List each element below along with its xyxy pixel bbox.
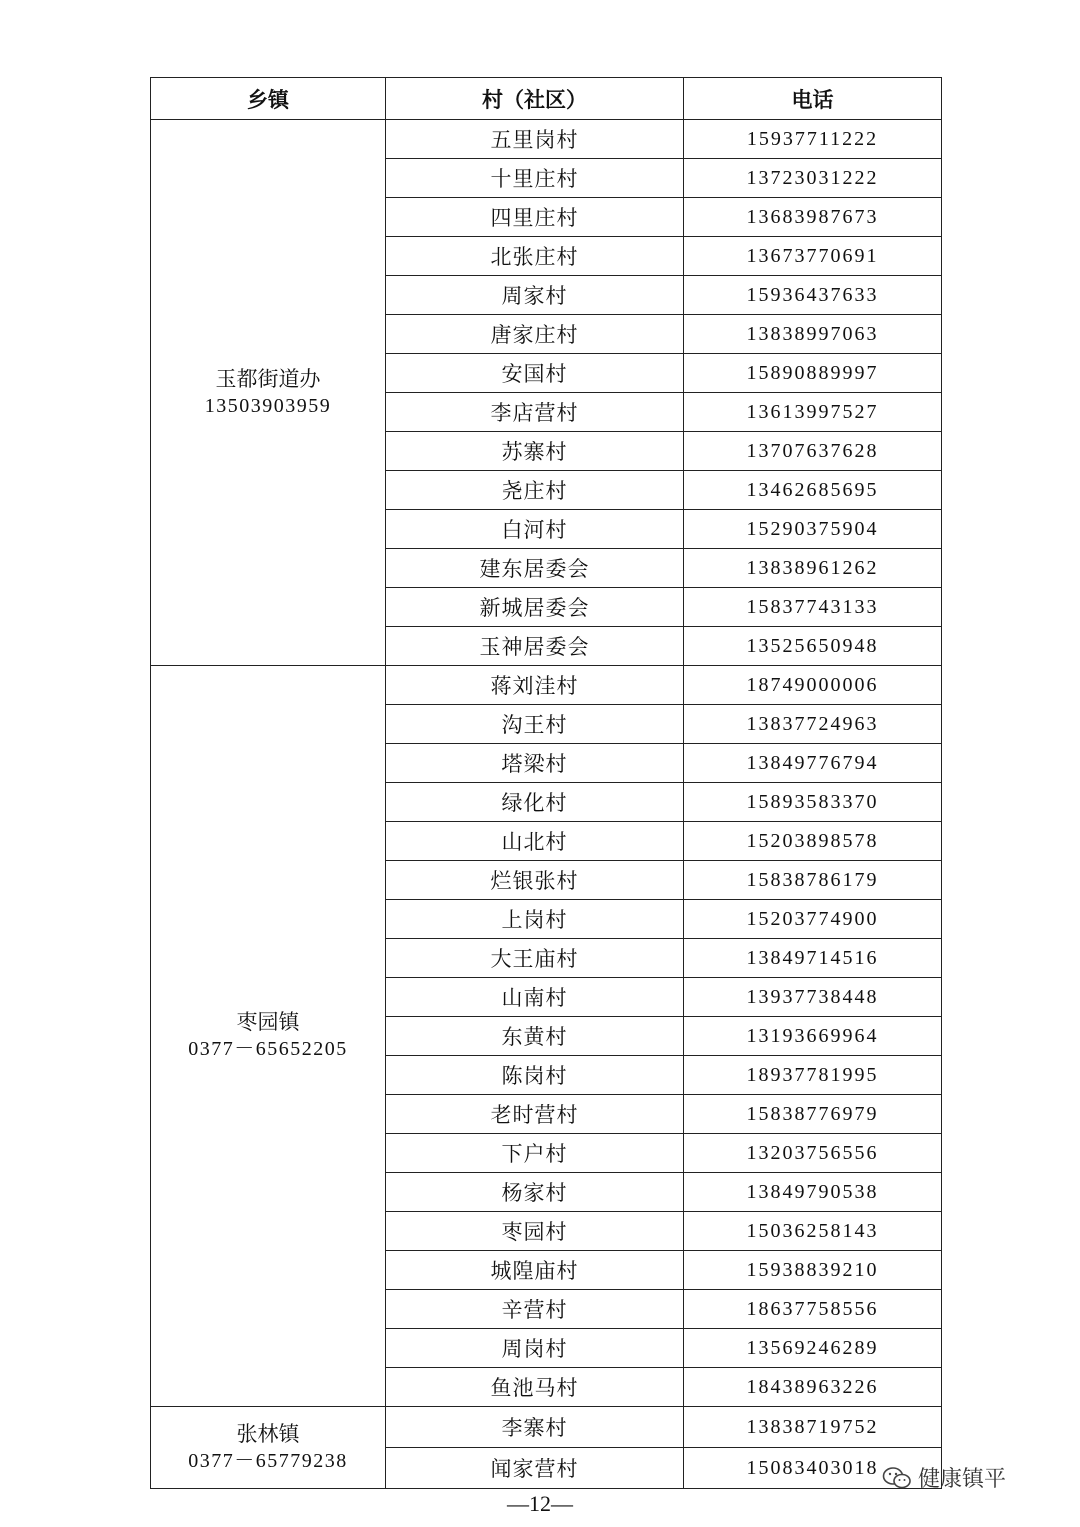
phone-cell: 13838961262 <box>684 549 942 588</box>
phone-cell: 13849790538 <box>684 1173 942 1212</box>
phone-cell: 13707637628 <box>684 432 942 471</box>
phone-cell: 13673770691 <box>684 237 942 276</box>
phone-cell: 13613997527 <box>684 393 942 432</box>
village-cell: 辛营村 <box>386 1290 684 1329</box>
phone-cell: 15036258143 <box>684 1212 942 1251</box>
table-row <box>151 1407 942 1448</box>
phone-cell: 13838997063 <box>684 315 942 354</box>
village-cell: 尧庄村 <box>386 471 684 510</box>
phone-cell: 13723031222 <box>684 159 942 198</box>
phone-cell: 18438963226 <box>684 1368 942 1407</box>
village-cell: 安国村 <box>386 354 684 393</box>
phone-cell: 15936437633 <box>684 276 942 315</box>
phone-cell: 15290375904 <box>684 510 942 549</box>
village-cell: 闻家营村 <box>386 1448 684 1489</box>
village-cell: 山南村 <box>386 978 684 1017</box>
phone-cell: 15938839210 <box>684 1251 942 1290</box>
phone-cell: 13525650948 <box>684 627 942 666</box>
phone-cell: 18749000006 <box>684 666 942 705</box>
phone-cell: 13203756556 <box>684 1134 942 1173</box>
village-cell: 五里岗村 <box>386 120 684 159</box>
phone-cell: 15838776979 <box>684 1095 942 1134</box>
village-cell: 四里庄村 <box>386 198 684 237</box>
header-phone: 电话 <box>684 78 942 120</box>
contacts-table <box>150 77 942 1489</box>
village-cell: 建东居委会 <box>386 549 684 588</box>
phone-cell: 15838786179 <box>684 861 942 900</box>
village-cell: 李店营村 <box>386 393 684 432</box>
phone-cell: 13837724963 <box>684 705 942 744</box>
phone-cell: 13849714516 <box>684 939 942 978</box>
phone-cell: 13849776794 <box>684 744 942 783</box>
phone-cell: 15893583370 <box>684 783 942 822</box>
village-cell: 李寨村 <box>386 1407 684 1448</box>
village-cell: 上岗村 <box>386 900 684 939</box>
phone-cell: 15083403018 <box>684 1448 942 1489</box>
town-name: 枣园镇 <box>236 1010 300 1034</box>
village-cell: 枣园村 <box>386 1212 684 1251</box>
table-body <box>151 120 942 1489</box>
header-town: 乡镇 <box>151 78 386 120</box>
village-cell: 城隍庙村 <box>386 1251 684 1290</box>
header-village: 村（社区） <box>386 78 684 120</box>
town-phone: 13503903959 <box>204 394 332 417</box>
phone-cell: 13462685695 <box>684 471 942 510</box>
village-cell: 唐家庄村 <box>386 315 684 354</box>
phone-cell: 15203774900 <box>684 900 942 939</box>
village-cell: 杨家村 <box>386 1173 684 1212</box>
village-cell: 东黄村 <box>386 1017 684 1056</box>
page-number: —12— <box>507 1491 573 1516</box>
village-cell: 老时营村 <box>386 1095 684 1134</box>
phone-cell: 15203898578 <box>684 822 942 861</box>
town-name: 张林镇 <box>236 1421 300 1446</box>
village-cell: 烂银张村 <box>386 861 684 900</box>
phone-cell: 13569246289 <box>684 1329 942 1368</box>
town-name: 玉都街道办 <box>215 366 321 391</box>
village-cell: 山北村 <box>386 822 684 861</box>
phone-cell: 15837743133 <box>684 588 942 627</box>
village-cell: 下户村 <box>386 1134 684 1173</box>
phone-cell: 15890889997 <box>684 354 942 393</box>
town-cell <box>151 120 386 666</box>
table-row <box>151 120 942 159</box>
town-phone: 0377－65779238 <box>188 1449 348 1472</box>
village-cell: 大王庙村 <box>386 939 684 978</box>
phone-cell: 13193669964 <box>684 1017 942 1056</box>
village-cell: 十里庄村 <box>386 159 684 198</box>
village-cell: 塔梁村 <box>386 744 684 783</box>
town-cell <box>151 666 386 1407</box>
town-cell <box>151 1407 386 1489</box>
village-cell: 陈岗村 <box>386 1056 684 1095</box>
phone-cell: 13683987673 <box>684 198 942 237</box>
village-cell: 鱼池马村 <box>386 1368 684 1407</box>
village-cell: 白河村 <box>386 510 684 549</box>
village-cell: 绿化村 <box>386 783 684 822</box>
header-row <box>151 78 942 120</box>
village-cell: 玉神居委会 <box>386 627 684 666</box>
town-phone: 0377－65652205 <box>188 1038 348 1060</box>
village-cell: 周岗村 <box>386 1329 684 1368</box>
village-cell: 沟王村 <box>386 705 684 744</box>
village-cell: 周家村 <box>386 276 684 315</box>
wechat-icon <box>882 1466 912 1490</box>
phone-cell: 18637758556 <box>684 1290 942 1329</box>
village-cell: 新城居委会 <box>386 588 684 627</box>
village-cell: 北张庄村 <box>386 237 684 276</box>
phone-cell: 15937711222 <box>684 120 942 159</box>
phone-cell: 13937738448 <box>684 978 942 1017</box>
village-cell: 苏寨村 <box>386 432 684 471</box>
table-row <box>151 666 942 705</box>
watermark-text: 健康镇平 <box>918 1467 1007 1492</box>
phone-cell: 18937781995 <box>684 1056 942 1095</box>
watermark <box>882 1462 1006 1493</box>
village-cell: 蒋刘洼村 <box>386 666 684 705</box>
phone-cell: 13838719752 <box>684 1407 942 1448</box>
